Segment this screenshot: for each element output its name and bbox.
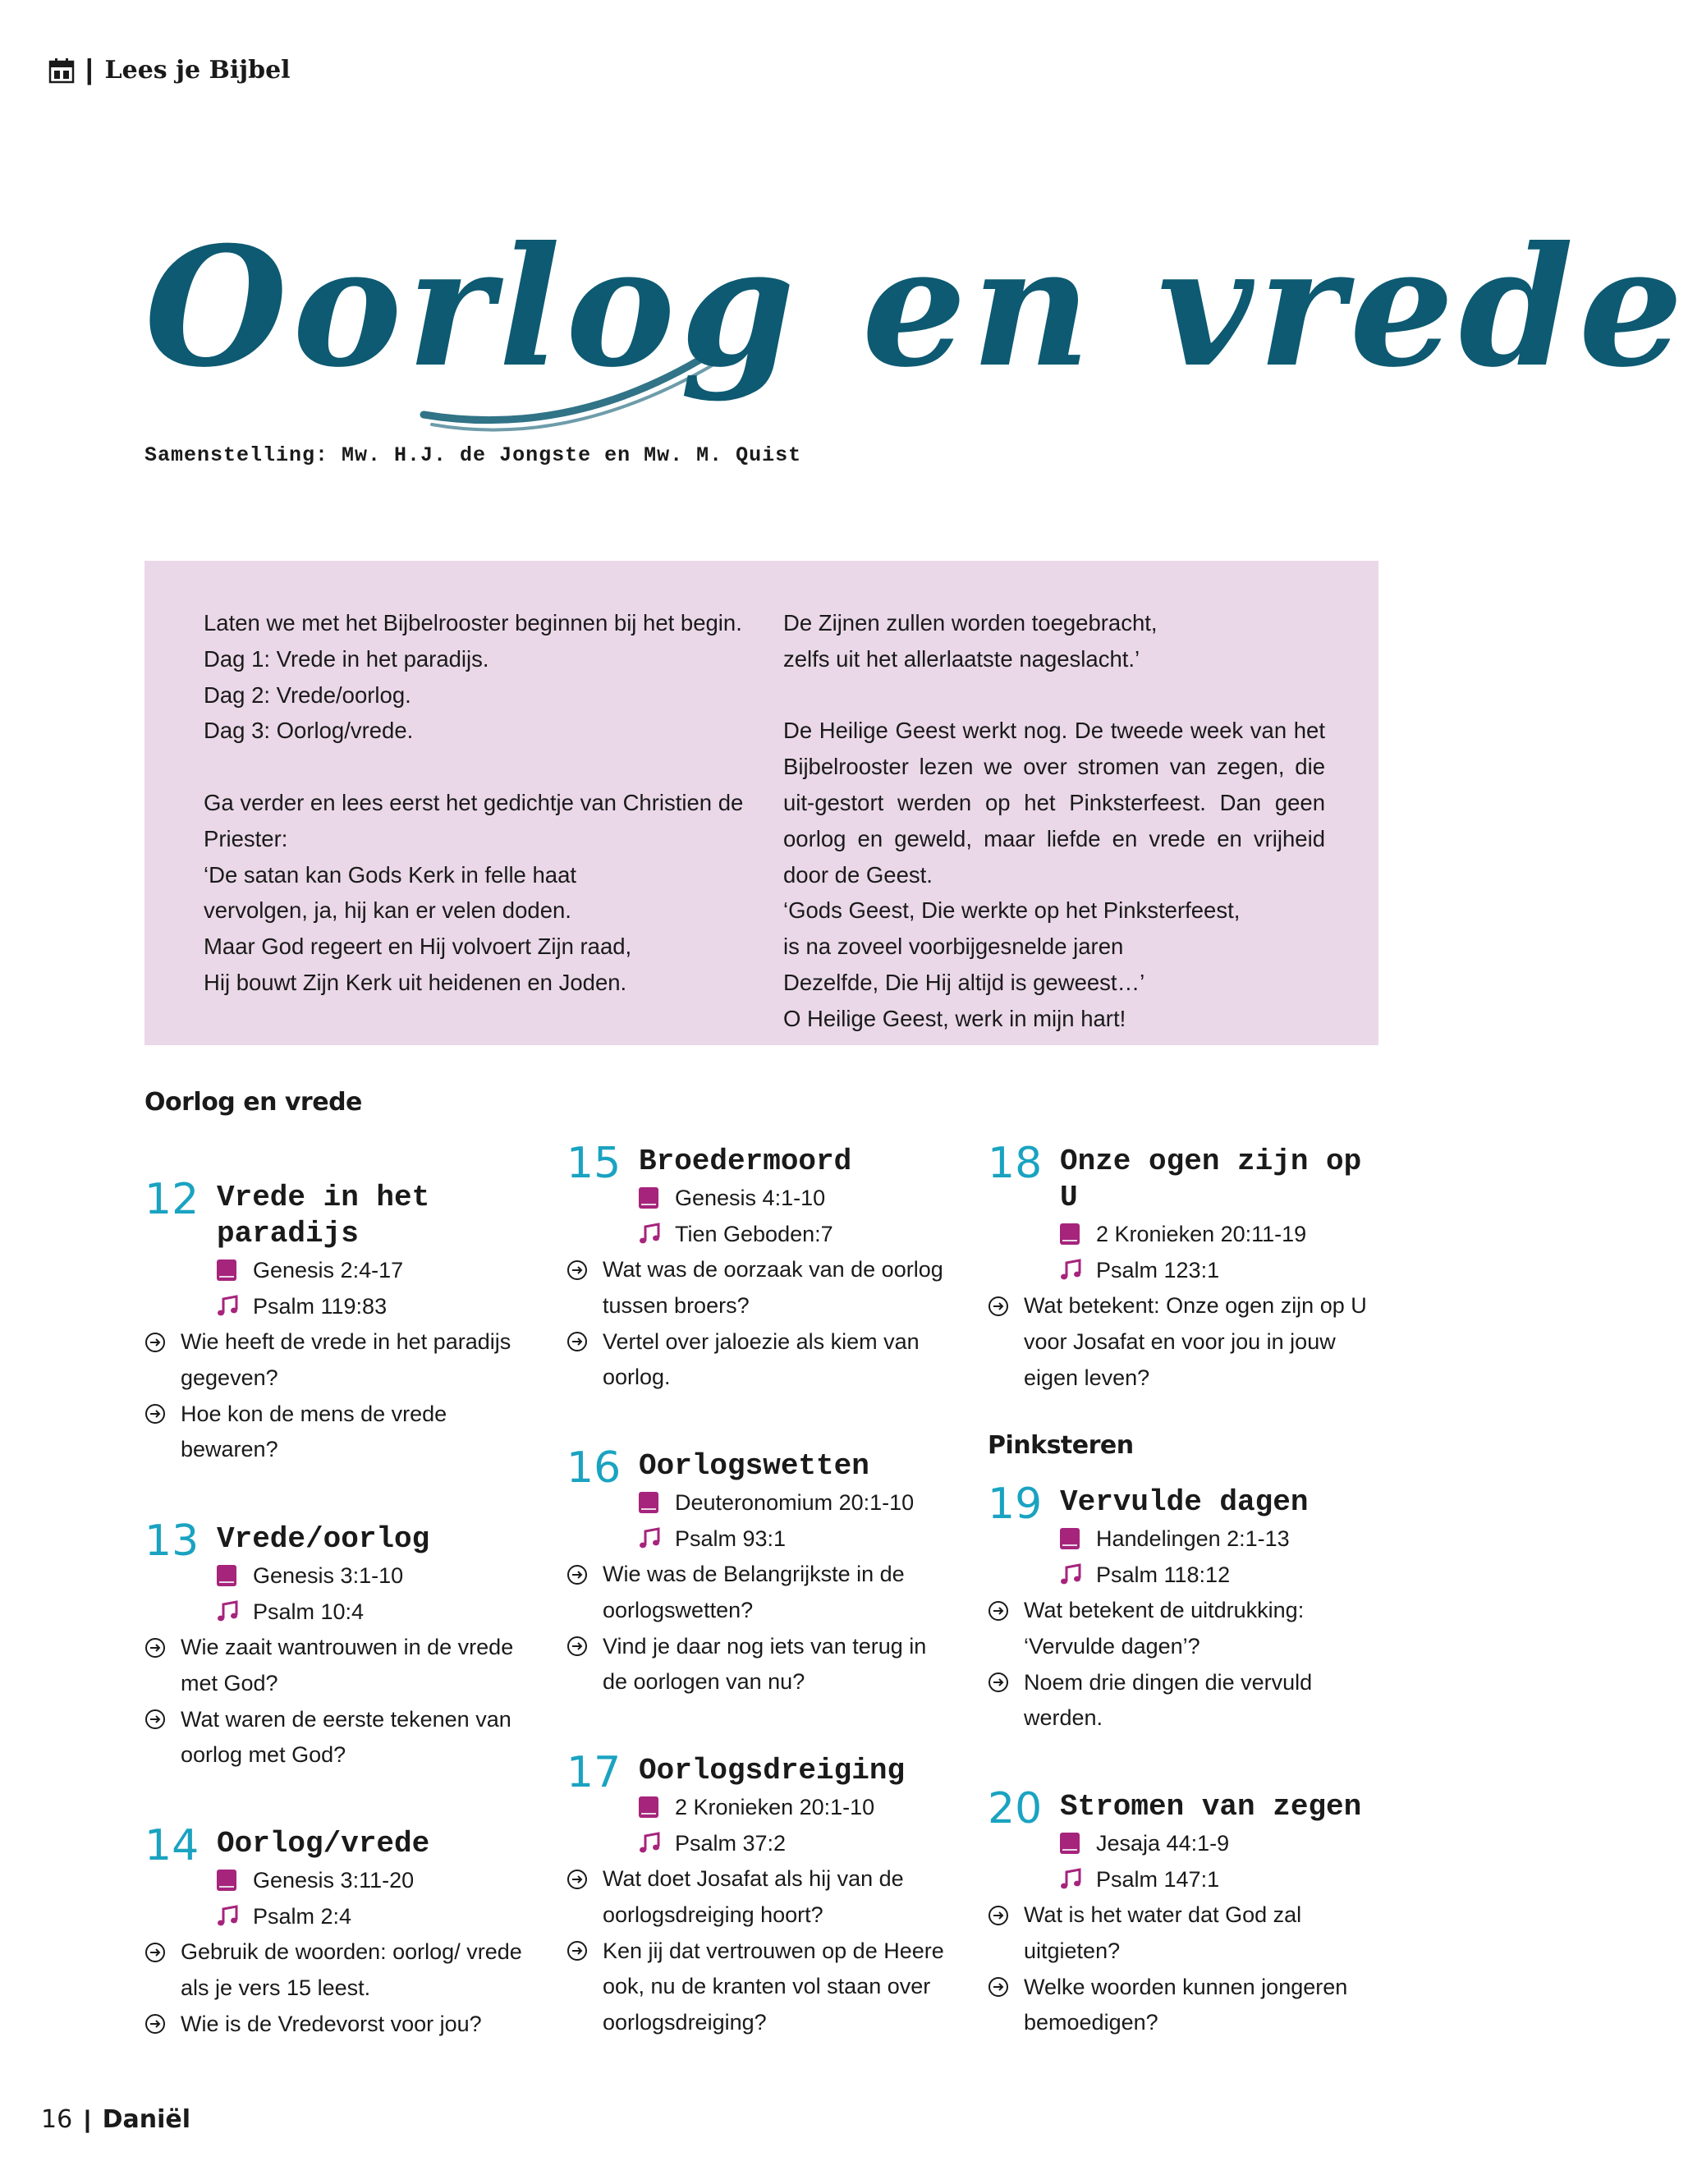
question: Wie was de Belangrijkste in de oorlogswetten? xyxy=(566,1557,952,1629)
title-block xyxy=(144,209,1688,472)
byline: Samenstelling: Mw. H.J. de Jongste en Mw. M. Quist xyxy=(144,443,802,467)
arrow-circle-icon xyxy=(144,1403,166,1425)
arrow-circle-icon xyxy=(144,2013,166,2035)
header-title: Lees je Bijbel xyxy=(104,56,291,85)
day-title: Stromen van zegen xyxy=(1060,1790,1362,1824)
bible-reading: Deuteronomium 20:1-10 xyxy=(639,1484,952,1521)
arrow-circle-icon xyxy=(566,1940,588,1961)
intro-line: Laten we met het Bijbelrooster beginnen bij het begin. xyxy=(204,610,742,635)
question: Wat is het water dat God zal uitgieten? xyxy=(988,1897,1374,1970)
music-note-icon xyxy=(639,1223,662,1246)
day-12 xyxy=(144,1175,530,1468)
arrow-circle-icon xyxy=(566,1869,588,1890)
psalm-reading: Psalm 147:1 xyxy=(1060,1861,1374,1897)
psalm-reading: Psalm 118:12 xyxy=(1060,1557,1374,1593)
day-16 xyxy=(566,1443,952,1700)
arrow-circle-icon xyxy=(566,1564,588,1585)
day-title: Oorlogswetten xyxy=(639,1449,869,1483)
psalm-reading: Psalm 123:1 xyxy=(1060,1252,1374,1288)
question: Hoe kon de mens de vrede bewaren? xyxy=(144,1397,530,1469)
arrow-circle-icon xyxy=(988,1672,1009,1693)
day-19 xyxy=(988,1480,1374,1737)
intro-line: ‘Gods Geest, Die werkte op het Pinksterfeest, xyxy=(783,897,1241,924)
bible-reading: Handelingen 2:1-13 xyxy=(1060,1521,1374,1557)
bible-book-icon xyxy=(217,1870,236,1891)
arrow-circle-icon xyxy=(988,1976,1009,1998)
question: Wie zaait wantrouwen in de vrede met God? xyxy=(144,1630,530,1702)
day-title: Onze ogen zijn op U xyxy=(1060,1145,1362,1214)
day-number: 17 xyxy=(566,1748,622,1797)
intro-paragraph: De Heilige Geest werkt nog. De tweede week van het Bijbelrooster lezen we over stromen van zegen, die uit-gestort werden op het Pinksterfeest. Dan geen oorlog en geweld, maar liefde en vrede en vrijheid door de Geest. xyxy=(783,718,1325,888)
arrow-circle-icon xyxy=(566,1331,588,1352)
day-number: 18 xyxy=(988,1139,1043,1188)
bible-book-icon xyxy=(639,1187,658,1209)
intro-right-column xyxy=(783,605,1325,1037)
subsection-title: Pinksteren xyxy=(988,1431,1134,1460)
day-20 xyxy=(988,1784,1374,2041)
bible-book-icon xyxy=(639,1796,658,1818)
intro-line: vervolgen, ja, hij kan er velen doden. xyxy=(204,897,571,924)
psalm-reading: Psalm 2:4 xyxy=(217,1898,530,1934)
music-note-icon xyxy=(1060,1259,1083,1282)
day-title: Vervulde dagen xyxy=(1060,1485,1309,1519)
intro-line: is na zoveel voorbijgesnelde jaren xyxy=(783,934,1124,960)
arrow-circle-icon xyxy=(988,1905,1009,1926)
intro-line: Hij bouwt Zijn Kerk uit heidenen en Joden. xyxy=(204,969,627,995)
footer-separator: | xyxy=(84,2105,91,2133)
intro-line: zelfs uit het allerlaatste nageslacht.’ xyxy=(783,645,1140,672)
day-title: Oorlog/vrede xyxy=(217,1827,430,1861)
question: Welke woorden kunnen jongeren bemoedigen? xyxy=(988,1970,1374,2042)
day-number: 15 xyxy=(566,1139,622,1188)
day-title: Vrede in het paradijs xyxy=(217,1181,430,1250)
music-note-icon xyxy=(217,1905,240,1928)
day-title: Vrede/oorlog xyxy=(217,1522,430,1556)
arrow-circle-icon xyxy=(144,1637,166,1659)
arrow-circle-icon xyxy=(144,1332,166,1353)
bible-book-icon xyxy=(1060,1833,1080,1854)
arrow-circle-icon xyxy=(988,1600,1009,1622)
day-title: Oorlogsdreiging xyxy=(639,1754,906,1787)
question: Wat betekent de uitdrukking: ‘Vervulde dagen’? xyxy=(988,1593,1374,1665)
arrow-circle-icon xyxy=(566,1636,588,1657)
page-header xyxy=(49,54,291,86)
psalm-reading: Psalm 93:1 xyxy=(639,1521,952,1557)
question: Wie is de Vredevorst voor jou? xyxy=(144,2007,530,2043)
question: Vertel over jaloezie als kiem van oorlog. xyxy=(566,1324,952,1397)
music-note-icon xyxy=(217,1600,240,1623)
question: Noem drie dingen die vervuld werden. xyxy=(988,1665,1374,1737)
day-number: 13 xyxy=(144,1516,200,1566)
bible-reading: Genesis 2:4-17 xyxy=(217,1252,530,1288)
arrow-circle-icon xyxy=(144,1942,166,1963)
psalm-reading: Psalm 10:4 xyxy=(217,1594,530,1630)
page-title: Oorlog en vrede xyxy=(144,211,1688,404)
day-number: 16 xyxy=(566,1443,622,1493)
section-title: Oorlog en vrede xyxy=(144,1088,362,1117)
arrow-circle-icon xyxy=(144,1709,166,1730)
arrow-circle-icon xyxy=(566,1259,588,1281)
question: Wat doet Josafat als hij van de oorlogsdreiging hoort? xyxy=(566,1861,952,1934)
music-note-icon xyxy=(639,1832,662,1855)
bible-book-icon xyxy=(1060,1528,1080,1549)
intro-left-column xyxy=(204,605,762,1001)
intro-line: Ga verder en lees eerst het gedichtje van Christien de Priester: xyxy=(204,789,744,851)
question: Wie heeft de vrede in het paradijs gegeven? xyxy=(144,1324,530,1397)
bible-reading: Genesis 3:1-10 xyxy=(217,1558,530,1594)
arrow-circle-icon xyxy=(988,1296,1009,1317)
day-18 xyxy=(988,1139,1374,1396)
day-14 xyxy=(144,1821,530,2042)
bible-book-icon xyxy=(217,1259,236,1281)
day-number: 14 xyxy=(144,1821,200,1870)
intro-line: Maar God regeert en Hij volvoert Zijn raad, xyxy=(204,934,632,960)
question: Ken jij dat vertrouwen op de Heere ook, nu de kranten vol staan over oorlogsdreiging? xyxy=(566,1934,952,2041)
day-17 xyxy=(566,1748,952,2041)
day-number: 12 xyxy=(144,1175,200,1224)
psalm-reading: Tien Geboden:7 xyxy=(639,1216,952,1252)
question: Vind je daar nog iets van terug in de oorlogen van nu? xyxy=(566,1629,952,1701)
music-note-icon xyxy=(639,1527,662,1550)
page-footer xyxy=(41,2105,190,2134)
bible-reading: Jesaja 44:1-9 xyxy=(1060,1825,1374,1861)
intro-box xyxy=(144,561,1378,1045)
psalm-reading: Psalm 37:2 xyxy=(639,1825,952,1861)
day-number: 19 xyxy=(988,1480,1043,1529)
intro-line: De Zijnen zullen worden toegebracht, xyxy=(783,610,1158,635)
bible-reading: 2 Kronieken 20:1-10 xyxy=(639,1789,952,1825)
intro-line: ‘De satan kan Gods Kerk in felle haat xyxy=(204,861,577,888)
intro-line: Dag 1: Vrede in het paradijs. xyxy=(204,645,489,672)
intro-line: Dag 3: Oorlog/vrede. xyxy=(204,718,414,744)
music-note-icon xyxy=(1060,1563,1083,1586)
question: Wat betekent: Onze ogen zijn op U voor Josafat en voor jou in jouw eigen leven? xyxy=(988,1288,1374,1396)
day-title: Broedermoord xyxy=(639,1145,852,1178)
bible-book-icon xyxy=(639,1492,658,1513)
page-number: 16 xyxy=(41,2105,73,2134)
day-13 xyxy=(144,1516,530,1773)
day-number: 20 xyxy=(988,1784,1043,1833)
psalm-reading: Psalm 119:83 xyxy=(217,1288,530,1324)
bible-book-icon xyxy=(217,1565,236,1586)
bible-reading: Genesis 3:11-20 xyxy=(217,1862,530,1898)
question: Wat was de oorzaak van de oorlog tussen broers? xyxy=(566,1252,952,1324)
bible-book-icon xyxy=(1060,1223,1080,1245)
intro-line: O Heilige Geest, werk in mijn hart! xyxy=(783,1005,1126,1031)
bible-reading: Genesis 4:1-10 xyxy=(639,1180,952,1216)
book-name: Daniël xyxy=(102,2105,191,2134)
question: Wat waren de eerste tekenen van oorlog met God? xyxy=(144,1702,530,1774)
music-note-icon xyxy=(217,1295,240,1318)
day-15 xyxy=(566,1139,952,1396)
intro-line: Dag 2: Vrede/oorlog. xyxy=(204,681,411,708)
music-note-icon xyxy=(1060,1868,1083,1891)
header-separator: | xyxy=(85,54,94,85)
bible-reading: 2 Kronieken 20:11-19 xyxy=(1060,1216,1374,1252)
question: Gebruik de woorden: oorlog/ vrede als je vers 15 leest. xyxy=(144,1934,530,2007)
intro-line: Dezelfde, Die Hij altijd is geweest…’ xyxy=(783,969,1145,995)
calendar-icon xyxy=(49,58,74,83)
